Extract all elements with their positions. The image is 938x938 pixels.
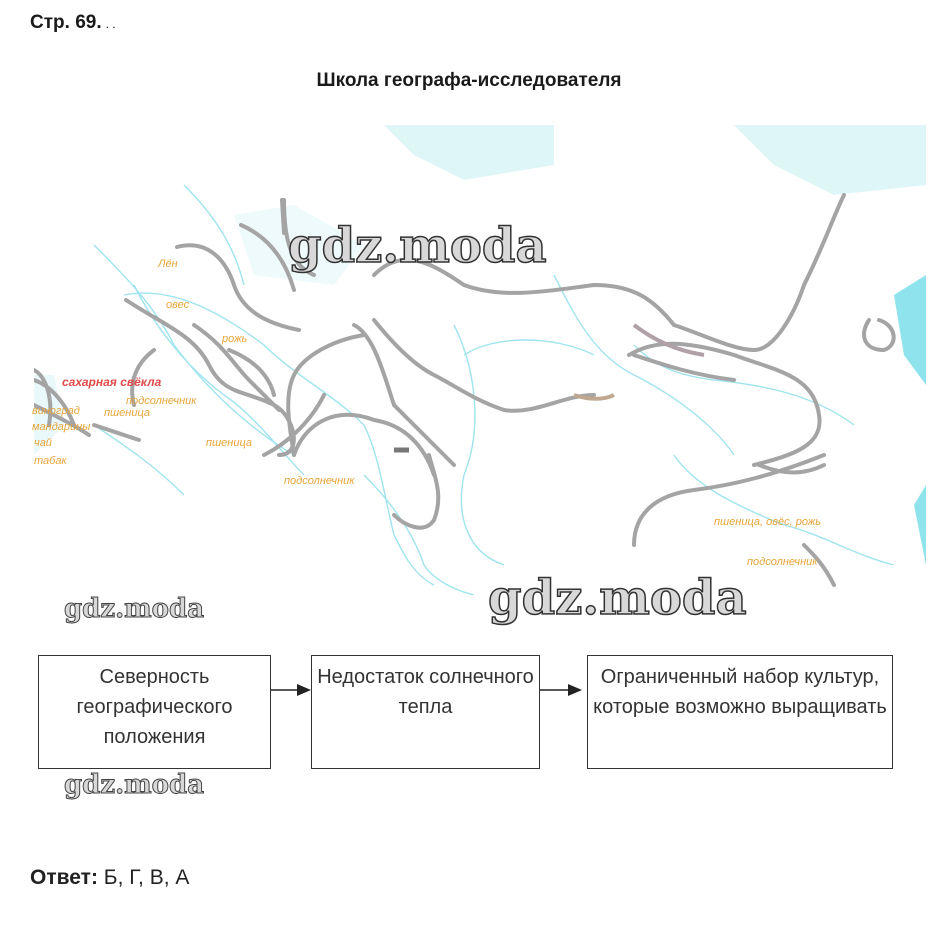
- watermark: gdz.moda: [64, 770, 205, 800]
- crop-label-sunflower: подсолнечник: [126, 395, 197, 407]
- flow-box-insufficient-sun: [311, 655, 540, 769]
- arrow-right-icon: [271, 683, 311, 697]
- crop-label-sugar-beet: сахарная свёкла: [62, 375, 162, 389]
- crop-label-wheat-oats-rye: пшеница, овёс, рожь: [714, 516, 822, 528]
- crop-label-tobacco: табак: [34, 455, 67, 467]
- flow-box-text: Недостаток солнечного тепла: [317, 666, 534, 718]
- answer-line: [30, 866, 189, 890]
- page-number: Стр. 69. . .: [30, 12, 116, 33]
- answer-value: Б, Г, В, А: [103, 866, 190, 889]
- crop-label-wheat: пшеница: [104, 407, 151, 419]
- crop-label-oats: овес: [166, 299, 190, 311]
- crop-label-flax: Лён: [158, 258, 178, 270]
- answer-label: Ответ:: [30, 866, 98, 889]
- crop-label-sunflower-2: подсолнечник: [284, 475, 355, 487]
- watermark: gdz.moda: [488, 570, 747, 626]
- flow-box-northern-location: [38, 655, 271, 769]
- crop-label-sunflower-3: подсолнечник: [747, 556, 818, 568]
- crop-label-grapes: виноград: [32, 405, 80, 417]
- agricultural-map: [34, 125, 926, 595]
- watermark: gdz.moda: [64, 594, 205, 624]
- crop-label-wheat-2: пшеница: [206, 437, 253, 449]
- crop-label-tea: чай: [34, 437, 52, 449]
- flow-box-text: Северность географического положения: [76, 666, 233, 748]
- crop-label-mandarins: мандарины: [32, 421, 91, 433]
- flow-box-text: Ограниченный набор культур, которые возможно выращивать: [593, 666, 887, 718]
- arrow-right-icon: [540, 683, 582, 697]
- flow-box-limited-crops: [587, 655, 893, 769]
- watermark: gdz.moda: [288, 218, 547, 274]
- section-title: Школа географа-исследователя: [316, 70, 622, 91]
- crop-label-rye: рожь: [222, 333, 248, 345]
